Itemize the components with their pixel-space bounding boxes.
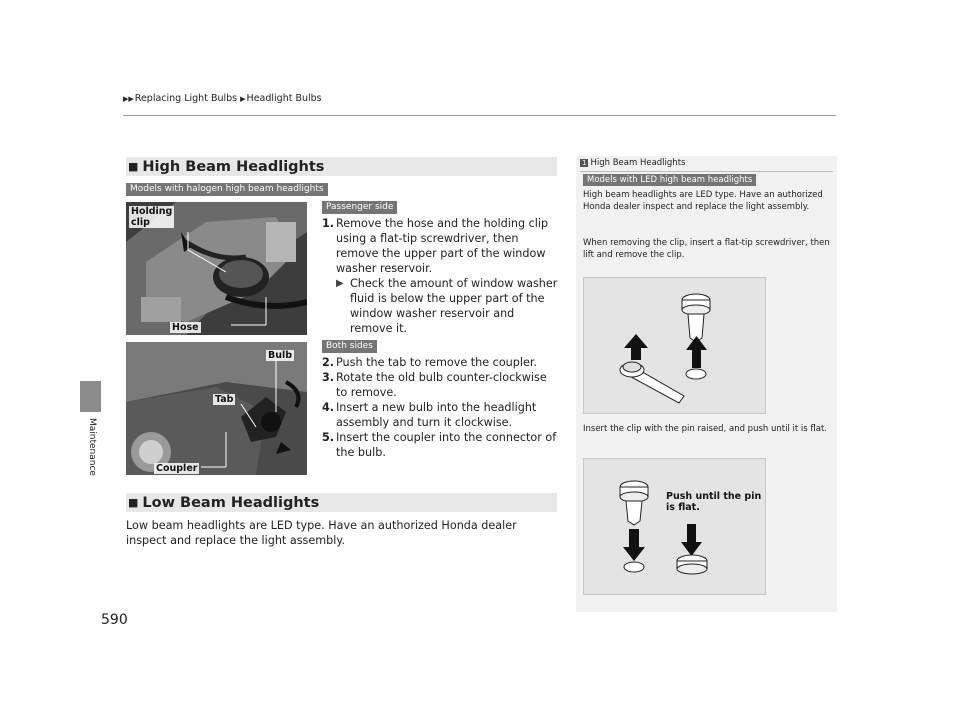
headlight-photo-bulb xyxy=(126,342,307,475)
chapter-tab xyxy=(86,380,98,510)
breadcrumb-item[interactable]: Replacing Light Bulbs xyxy=(134,93,238,104)
clip-removal-illustration xyxy=(584,278,765,413)
sub-arrow-icon: ▶ xyxy=(336,278,344,289)
sidebar-para-2: When removing the clip, insert a flat-tip screwdriver, then lift and remove the clip. xyxy=(583,238,830,260)
both-sides-tag: Both sides xyxy=(322,340,377,353)
step-5 xyxy=(322,430,560,460)
step-3 xyxy=(322,370,560,400)
step-number: 2. xyxy=(322,356,335,369)
step-number: 1. xyxy=(322,217,335,230)
breadcrumb xyxy=(123,93,322,104)
section-title: High Beam Headlights xyxy=(142,158,325,175)
sidebar-title-text: High Beam Headlights xyxy=(590,158,686,168)
callout-text: Holding xyxy=(131,206,173,217)
step-number: 4. xyxy=(322,401,335,414)
reference-number: 1 xyxy=(582,159,587,167)
push-label-line: Push until the pin xyxy=(666,491,762,502)
header-divider xyxy=(123,115,836,116)
sidebar-para-1: High beam headlights are LED type. Have an authorized Honda dealer inspect and replace the light assembly. xyxy=(583,190,823,212)
square-bullet-icon: ■ xyxy=(128,160,139,173)
sidebar-para-3: Insert the clip with the pin raised, and push until it is flat. xyxy=(583,424,827,434)
step-4 xyxy=(322,400,560,430)
push-instruction-label xyxy=(666,491,761,513)
section-heading-high-beam xyxy=(126,157,557,176)
steps-2-5 xyxy=(322,355,560,460)
step-text: Remove the hose and the holding clip using a flat-tip screwdriver, then remove the upper part of the window washer reservoir. xyxy=(336,217,549,275)
callout-tab: Tab xyxy=(215,394,234,405)
step-1 xyxy=(322,216,560,336)
callout-holding-clip xyxy=(129,206,174,228)
page-number: 590 xyxy=(101,612,128,628)
step-text: Insert the coupler into the connector of the bulb. xyxy=(336,431,557,459)
sidebar-title xyxy=(580,158,685,168)
breadcrumb-item[interactable]: Headlight Bulbs xyxy=(246,93,322,104)
section-title: Low Beam Headlights xyxy=(142,494,320,511)
sidebar-model-tag: Models with LED high beam headlights xyxy=(583,174,756,186)
section-heading-low-beam xyxy=(126,493,557,512)
step-number: 3. xyxy=(322,371,335,384)
callout-bulb: Bulb xyxy=(268,350,293,361)
step-number: 5. xyxy=(322,431,335,444)
callout-hose: Hose xyxy=(172,322,199,333)
passenger-side-tag: Passenger side xyxy=(322,201,397,214)
clip-insertion-illustration xyxy=(584,459,765,594)
callout-coupler: Coupler xyxy=(156,463,198,474)
arrow-icon: ▶ xyxy=(240,95,246,103)
square-bullet-icon: ■ xyxy=(128,496,139,509)
model-tag: Models with halogen high beam headlights xyxy=(126,183,328,196)
clip-insertion-diagram xyxy=(583,458,766,595)
step-2 xyxy=(322,355,560,370)
step-subtext: Check the amount of window washer fluid is below the upper part of the window washer reservoir and remove it. xyxy=(350,277,558,335)
clip-removal-diagram xyxy=(583,277,766,414)
sidebar-divider xyxy=(580,171,833,172)
callout-text: clip xyxy=(131,217,150,228)
headlight-illustration xyxy=(126,342,307,475)
step-text: Insert a new bulb into the headlight assembly and turn it clockwise. xyxy=(336,401,537,429)
push-label-line: is flat. xyxy=(666,502,700,513)
step-text: Rotate the old bulb counter-clockwise to remove. xyxy=(336,371,547,399)
double-arrow-icon: ▶▶ xyxy=(123,95,134,103)
chapter-tab-label: Maintenance xyxy=(87,418,97,476)
low-beam-text: Low beam headlights are LED type. Have an authorized Honda dealer inspect and replace the light assembly. xyxy=(126,519,517,547)
step-text: Push the tab to remove the coupler. xyxy=(336,356,537,369)
